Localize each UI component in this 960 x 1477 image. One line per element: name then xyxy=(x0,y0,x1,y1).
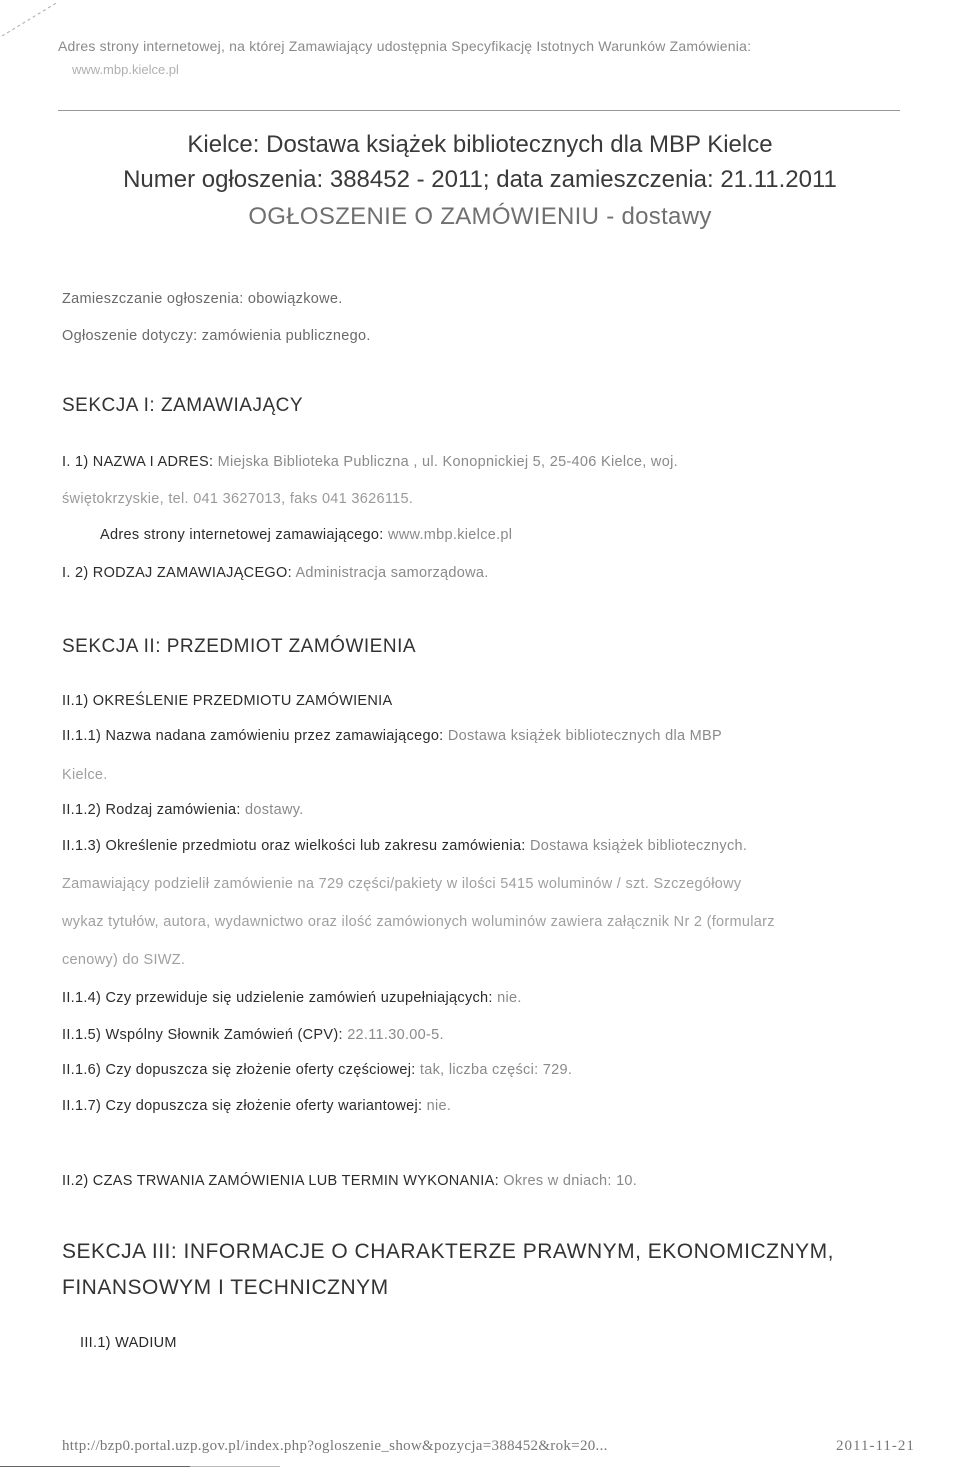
i1-value: Miejska Biblioteka Publiczna , ul. Konopnickiej 5, 25-406 Kielce, woj. xyxy=(217,454,678,470)
notice-type: OGŁOSZENIE O ZAMÓWIENIU - dostawy xyxy=(248,203,712,230)
website-row xyxy=(100,527,512,543)
footer-url[interactable]: http://bzp0.portal.uzp.gov.pl/index.php?ogloszenie_show&pozycja=388452&rok=20... xyxy=(62,1438,608,1454)
section-3-heading-line2: FINANSOWYM I TECHNICZNYM xyxy=(62,1276,389,1299)
header-divider xyxy=(58,110,900,111)
ii13-cont1: Zamawiający podzielił zamówienie na 729 części/pakiety w ilości 5415 woluminów / szt. Szczegółowy xyxy=(62,876,742,892)
website-link[interactable]: www.mbp.kielce.pl xyxy=(387,527,513,543)
section-1-heading: SEKCJA I: ZAMAWIAJĄCY xyxy=(62,395,304,416)
ii11-value: Dostawa książek bibliotecznych dla MBP xyxy=(447,728,722,744)
ii15-label: II.1.5) Wspólny Słownik Zamówień (CPV): xyxy=(62,1027,343,1043)
ii11-label: II.1.1) Nazwa nadana zamówieniu przez zamawiającego: xyxy=(62,728,444,744)
ii12-value: dostawy. xyxy=(245,802,304,818)
publication-mandatory: Zamieszczanie ogłoszenia: obowiązkowe. xyxy=(62,291,343,307)
ii2-label: II.2) CZAS TRWANIA ZAMÓWIENIA LUB TERMIN WYKONANIA: xyxy=(62,1173,499,1189)
ii12-label: II.1.2) Rodzaj zamówienia: xyxy=(62,802,241,818)
siwz-website-link[interactable]: www.mbp.kielce.pl xyxy=(72,62,179,77)
ii16-partial-offer xyxy=(62,1062,572,1078)
iii1-heading: III.1) WADIUM xyxy=(80,1335,177,1351)
footer-divider-right xyxy=(190,1466,280,1467)
ii11-cont: Kielce. xyxy=(62,767,108,783)
ii15-cpv xyxy=(62,1027,444,1043)
ii13-scope xyxy=(62,838,747,854)
siwz-website-caption: Adres strony internetowej, na której Zamawiający udostępnia Specyfikację Istotnych Warunków Zamówienia: xyxy=(58,38,752,54)
website-label: Adres strony internetowej zamawiającego: xyxy=(100,527,384,543)
ii14-label: II.1.4) Czy przewiduje się udzielenie zamówień uzupełniających: xyxy=(62,990,493,1006)
notice-concerns: Ogłoszenie dotyczy: zamówienia publicznego. xyxy=(62,328,371,344)
i2-label: I. 2) RODZAJ ZAMAWIAJĄCEGO: xyxy=(62,565,292,581)
ii16-label: II.1.6) Czy dopuszcza się złożenie oferty częściowej: xyxy=(62,1062,416,1078)
i1-contact: świętokrzyskie, tel. 041 3627013, faks 041 3626115. xyxy=(62,491,414,507)
i1-name-address xyxy=(62,454,678,470)
footer-date: 2011-11-21 xyxy=(836,1438,915,1454)
notice-title: Kielce: Dostawa książek bibliotecznych dla MBP Kielce xyxy=(187,131,773,158)
section-2-heading: SEKCJA II: PRZEDMIOT ZAMÓWIENIA xyxy=(62,636,417,657)
ii14-supplementary xyxy=(62,990,522,1006)
ii2-duration xyxy=(62,1173,637,1189)
i1-label: I. 1) NAZWA I ADRES: xyxy=(62,454,214,470)
ii14-value: nie. xyxy=(497,990,522,1006)
ii17-variant-offer xyxy=(62,1098,451,1114)
i2-contracting-type xyxy=(62,565,489,581)
ii12-type xyxy=(62,802,304,818)
ii17-value: nie. xyxy=(426,1098,452,1114)
scan-artifact-mark xyxy=(0,0,70,40)
ii13-cont3: cenowy) do SIWZ. xyxy=(62,952,186,968)
i2-value: Administracja samorządowa. xyxy=(295,565,489,581)
ii11-name xyxy=(62,728,722,744)
ii13-cont2: wykaz tytułów, autora, wydawnictwo oraz ilość zamówionych woluminów zawiera załącznik Nr 2 (formularz xyxy=(62,914,775,930)
section-3-heading-line1: SEKCJA III: INFORMACJE O CHARAKTERZE PRAWNYM, EKONOMICZNYM, xyxy=(62,1240,834,1263)
ii13-label: II.1.3) Określenie przedmiotu oraz wielkości lub zakresu zamówienia: xyxy=(62,838,526,854)
ii2-value: Okres w dniach: 10. xyxy=(503,1173,638,1189)
ii1-heading: II.1) OKREŚLENIE PRZEDMIOTU ZAMÓWIENIA xyxy=(62,693,393,709)
notice-number-date: Numer ogłoszenia: 388452 - 2011; data zamieszczenia: 21.11.2011 xyxy=(123,166,837,193)
ii17-label: II.1.7) Czy dopuszcza się złożenie oferty wariantowej: xyxy=(62,1098,423,1114)
ii13-value: Dostawa książek bibliotecznych. xyxy=(529,838,748,854)
footer-divider-left xyxy=(0,1466,190,1467)
ii16-value: tak, liczba części: 729. xyxy=(419,1062,573,1078)
ii15-value: 22.11.30.00-5. xyxy=(347,1027,444,1043)
